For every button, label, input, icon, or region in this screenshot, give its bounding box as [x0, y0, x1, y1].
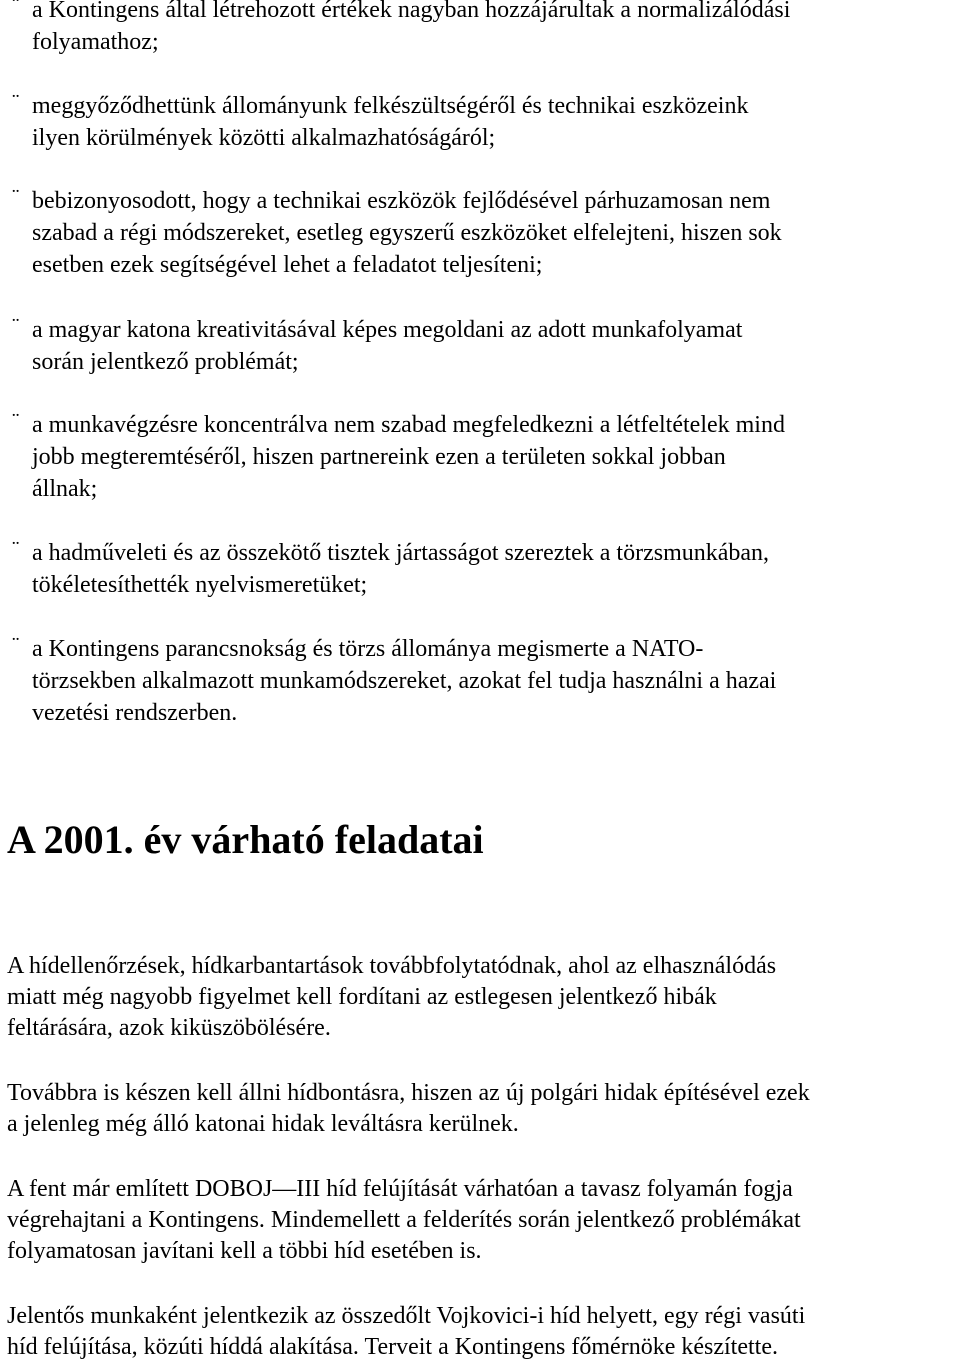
list-item-text: meggyőződhettünk állományunk felkészültségéről és technikai eszközeink ilyen körülmények közötti alkalmazhatóságáról;	[32, 93, 749, 151]
list-item-text: a magyar katona kreativitásával képes megoldani az adott munkafolyamat során jelentkező problémát;	[32, 317, 743, 375]
list-item	[12, 0, 954, 58]
bullet-marker: ¨	[12, 408, 20, 433]
bullet-marker: ¨	[12, 632, 20, 657]
list-item	[12, 632, 954, 729]
list-item-text: a hadműveleti és az összekötő tisztek jártasságot szereztek a törzsmunkában, tökéletesíthették nyelvismeretüket;	[32, 540, 770, 598]
paragraph: A hídellenőrzések, hídkarbantartások továbbfolytatódnak, ahol az elhasználódás miatt még nagyobb figyelmet kell fordítani az estlegesen jelentkező hibák feltárására, azok kiküszöbölésére.	[7, 953, 777, 1041]
list-item	[12, 536, 954, 601]
list-item	[12, 408, 954, 505]
section-heading: A 2001. év várható feladatai	[7, 817, 484, 862]
paragraph: Továbbra is készen kell állni hídbontásra, hiszen az új polgári hidak építésével ezek a jelenleg még álló katonai hidak leváltásra kerülnek.	[7, 1080, 810, 1137]
list-item	[12, 89, 954, 154]
list-item-text: bebizonyosodott, hogy a technikai eszközök fejlődésével párhuzamosan nem szabad a régi módszereket, esetleg egyszerű eszközöket elfelejteni, hiszen sok esetben ezek segítségével lehet a feladatot teljesíteni;	[32, 188, 782, 278]
list-item	[12, 313, 954, 378]
list-item-text: a munkavégzésre koncentrálva nem szabad megfeledkezni a létfeltételek mind jobb megteremtéséről, hiszen partnereink ezen a területen sokkal jobban állnak;	[32, 412, 785, 502]
bullet-marker: ¨	[12, 184, 20, 209]
list-item-text: a Kontingens által létrehozott értékek nagyban hozzájárultak a normalizálódási folyamathoz;	[32, 0, 791, 55]
bullet-marker: ¨	[12, 313, 20, 338]
bullet-marker: ¨	[12, 536, 20, 561]
list-item-text: a Kontingens parancsnokság és törzs állománya megismerte a NATO- törzsekben alkalmazott munkamódszereket, azokat fel tudja használni a hazai vezetési rendszerben.	[32, 636, 777, 726]
paragraph: Jelentős munkaként jelentkezik az összedőlt Vojkovici-i híd helyett, egy régi vasúti híd felújítása, közúti híddá alakítása. Terveit a Kontingens főmérnöke készítette.	[7, 1303, 806, 1360]
bullet-marker: ¨	[12, 0, 20, 18]
list-item	[12, 184, 954, 281]
paragraph: A fent már említett DOBOJ—III híd felújítását várhatóan a tavasz folyamán fogja végrehajtani a Kontingens. Mindemellett a felderítés során jelentkező problémákat folyamatosan javítani kell a többi híd esetében is.	[7, 1176, 801, 1264]
bullet-marker: ¨	[12, 89, 20, 114]
